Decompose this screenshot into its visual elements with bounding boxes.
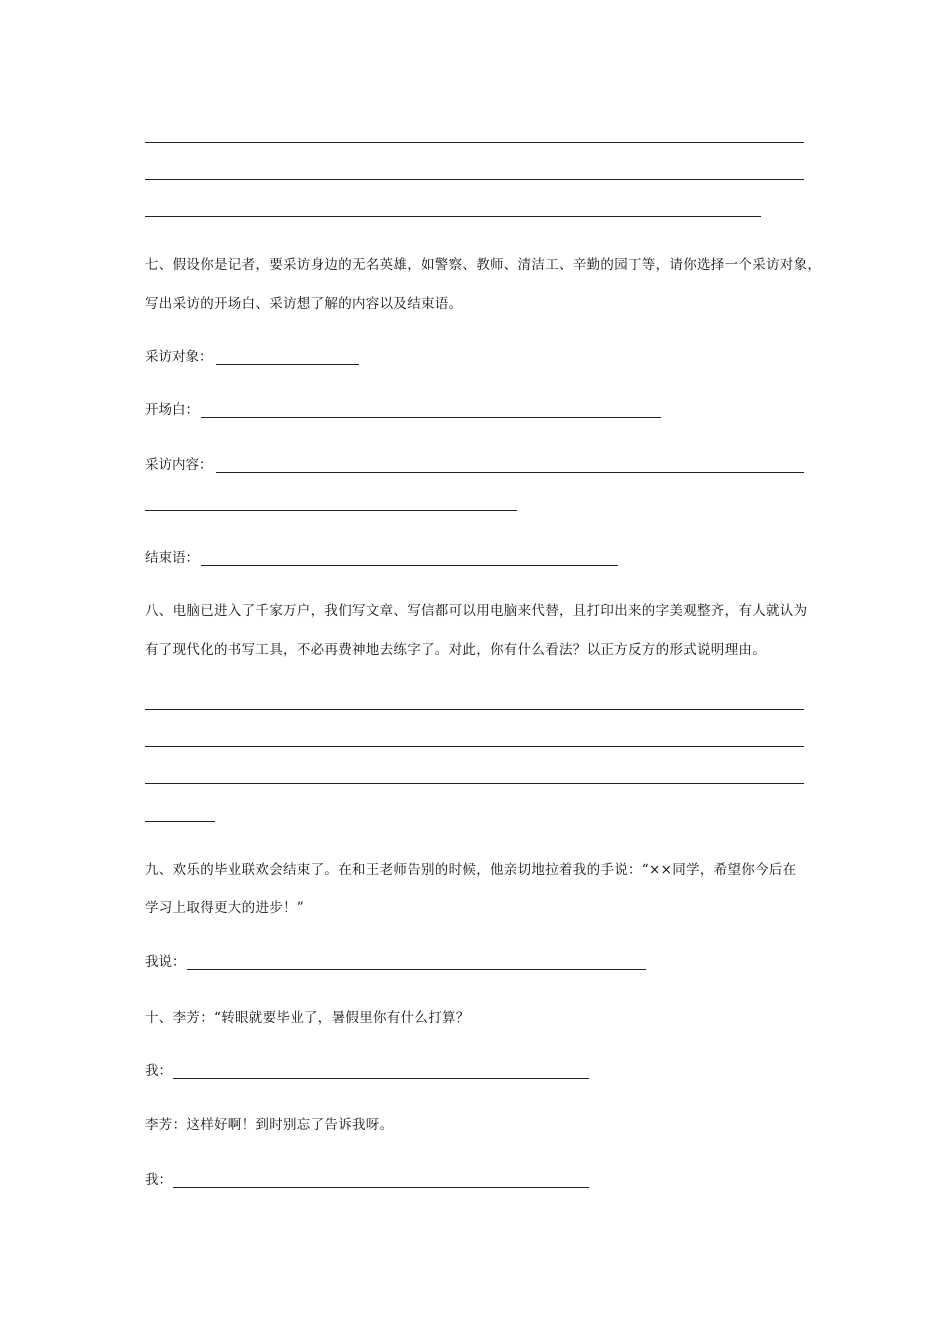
answer-line[interactable] <box>145 821 215 822</box>
question-8-line-1: 八、电脑已进入了千家万户，我们写文章、写信都可以用电脑来代替，且打印出来的字美观整齐，有人就认为 <box>145 603 808 619</box>
interview-subject-row <box>145 348 359 368</box>
me-answer-blank[interactable] <box>173 1078 589 1079</box>
me-answer-blank[interactable] <box>173 1187 589 1188</box>
me-label: 我： <box>145 1063 172 1079</box>
interview-subject-blank[interactable] <box>216 364 359 365</box>
answer-line[interactable] <box>145 216 761 217</box>
question-9-line-2: 学习上取得更大的进步！” <box>145 900 305 916</box>
lifang-reply: 李芳：这样好啊！到时别忘了告诉我呀。 <box>145 1117 394 1133</box>
closing-label: 结束语： <box>145 550 199 566</box>
opening-label: 开场白： <box>145 402 199 418</box>
answer-line[interactable] <box>145 709 804 710</box>
interview-content-blank[interactable] <box>216 472 804 473</box>
answer-line[interactable] <box>145 179 804 180</box>
question-7-line-2: 写出采访的开场白、采访想了解的内容以及结束语。 <box>145 296 463 312</box>
opening-blank[interactable] <box>201 417 661 418</box>
me-row-2 <box>145 1171 589 1191</box>
my-reply-blank[interactable] <box>187 969 646 970</box>
interview-subject-label: 采访对象： <box>145 349 213 365</box>
question-7-line-1: 七、假设你是记者，要采访身边的无名英雄，如警察、教师、清洁工、辛勤的园丁等，请你选择一个采访对象， <box>145 257 822 273</box>
interview-content-row <box>145 456 804 476</box>
me-row-1 <box>145 1062 589 1082</box>
opening-row <box>145 401 661 421</box>
me-label: 我： <box>145 1172 172 1188</box>
question-8-line-2: 有了现代化的书写工具，不必再费神地去练字了。对此，你有什么看法？以正方反方的形式说明理由。 <box>145 642 766 658</box>
my-reply-label: 我说： <box>145 954 186 970</box>
interview-content-label: 采访内容： <box>145 457 213 473</box>
closing-row <box>145 549 618 569</box>
question-9-line-1: 九、欢乐的毕业联欢会结束了。在和王老师告别的时候，他亲切地拉着我的手说：“××同学，希望你今后在 <box>145 862 797 878</box>
answer-line[interactable] <box>145 510 517 511</box>
answer-line[interactable] <box>145 783 804 784</box>
closing-blank[interactable] <box>201 565 618 566</box>
question-10-line-1: 十、李芳：“转眼就要毕业了，暑假里你有什么打算？ <box>145 1010 470 1026</box>
my-reply-row <box>145 953 646 973</box>
answer-line[interactable] <box>145 746 804 747</box>
answer-line[interactable] <box>145 142 804 143</box>
